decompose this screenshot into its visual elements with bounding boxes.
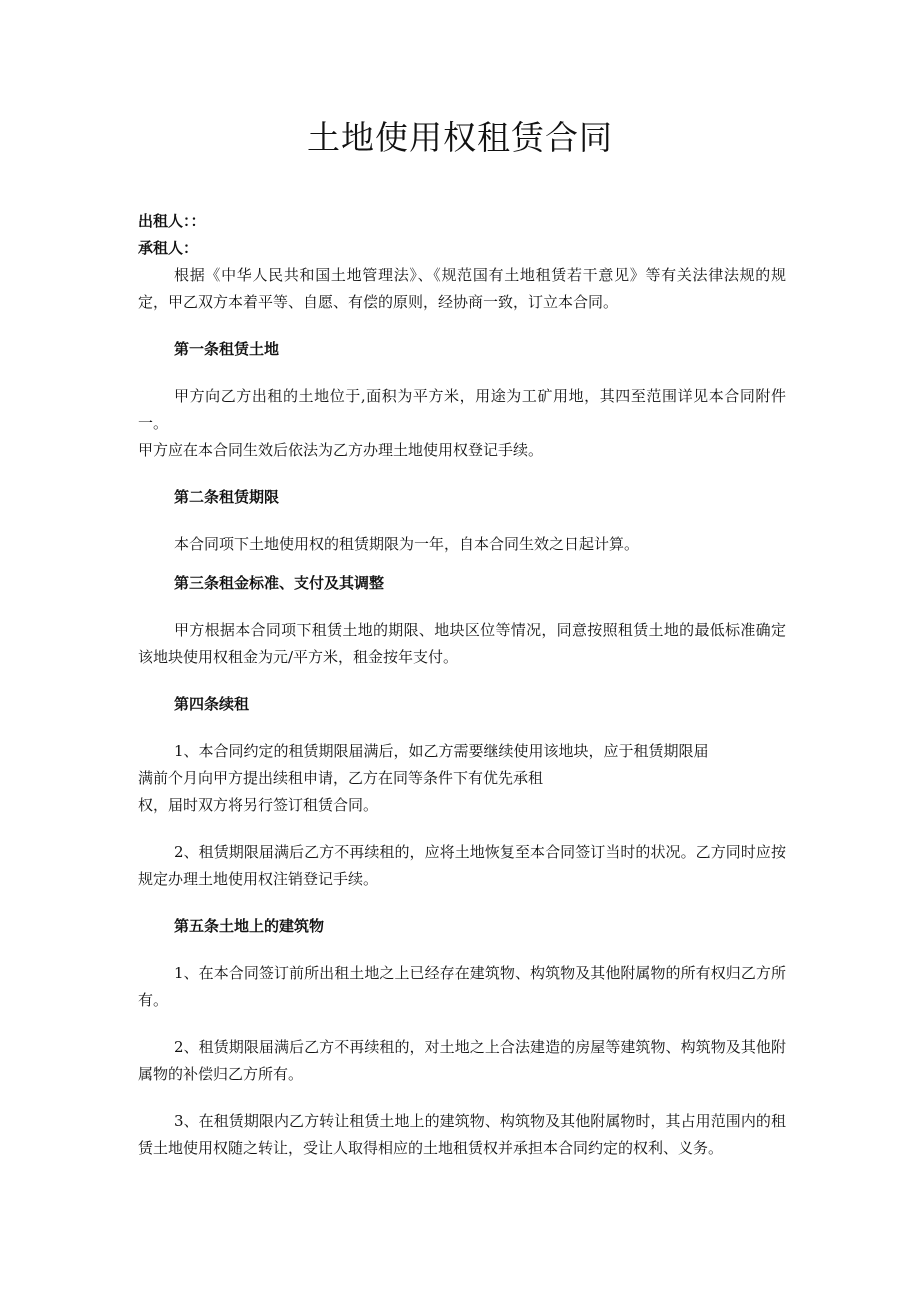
- article3-paragraph-1: 甲方根据本合同项下租赁土地的期限、地块区位等情况，同意按照租赁土地的最低标准确定该地块使用权租金为元/平方米，租金按年支付。: [138, 621, 786, 666]
- article4-paragraph-1-line-2: 满前个月向甲方提出续租申请，乙方在同等条件下有优先承租: [138, 769, 544, 787]
- article5-paragraph-2: 2、租赁期限届满后乙方不再续租的，对土地之上合法建造的房屋等建筑物、构筑物及其他附属物的补偿归乙方所有。: [138, 1038, 786, 1083]
- article5-heading: 第五条土地上的建筑物: [174, 917, 325, 935]
- contract-title: 土地使用权租赁合同: [307, 118, 613, 157]
- lessee-label: 承租人：: [138, 239, 199, 257]
- article5-paragraph-3: 3、在租赁期限内乙方转让租赁土地上的建筑物、构筑物及其他附属物时，其占用范围内的租赁土地使用权随之转让，受让人取得相应的土地租赁权并承担本合同约定的权利、义务。: [138, 1112, 786, 1157]
- preamble-paragraph: 根据《中华人民共和国土地管理法》、《规范国有土地租赁若干意见》等有关法律法规的规定，甲乙双方本着平等、自愿、有偿的原则，经协商一致，订立本合同。: [138, 266, 786, 311]
- article4-paragraph-1-line-1: 1、本合同约定的租赁期限届满后，如乙方需要继续使用该地块，应于租赁期限届: [174, 742, 709, 760]
- article4-paragraph-2: 2、租赁期限届满后乙方不再续租的，应将土地恢复至本合同签订当时的状况。乙方同时应按规定办理土地使用权注销登记手续。: [138, 843, 786, 888]
- contract-body: [138, 208, 786, 1162]
- article4-paragraph-1-line-3: 权，届时双方将另行签订租赁合同。: [138, 796, 379, 814]
- article2-heading: 第二条租赁期限: [174, 488, 280, 506]
- article5-paragraph-1: 1、在本合同签订前所出租土地之上已经存在建筑物、构筑物及其他附属物的所有权归乙方所有。: [138, 964, 786, 1009]
- article1-paragraph-1: 甲方向乙方出租的土地位于,面积为平方米，用途为工矿用地，其四至范围详见本合同附件一。: [138, 387, 786, 432]
- lessor-label: 出租人：：: [138, 212, 206, 230]
- article4-heading: 第四条续租: [174, 695, 250, 713]
- article3-heading: 第三条租金标准、支付及其调整: [174, 574, 385, 592]
- article1-paragraph-2: 甲方应在本合同生效后依法为乙方办理土地使用权登记手续。: [138, 441, 544, 459]
- article2-paragraph-1: 本合同项下土地使用权的租赁期限为一年，自本合同生效之日起计算。: [174, 535, 640, 553]
- article1-heading: 第一条租赁土地: [174, 340, 280, 358]
